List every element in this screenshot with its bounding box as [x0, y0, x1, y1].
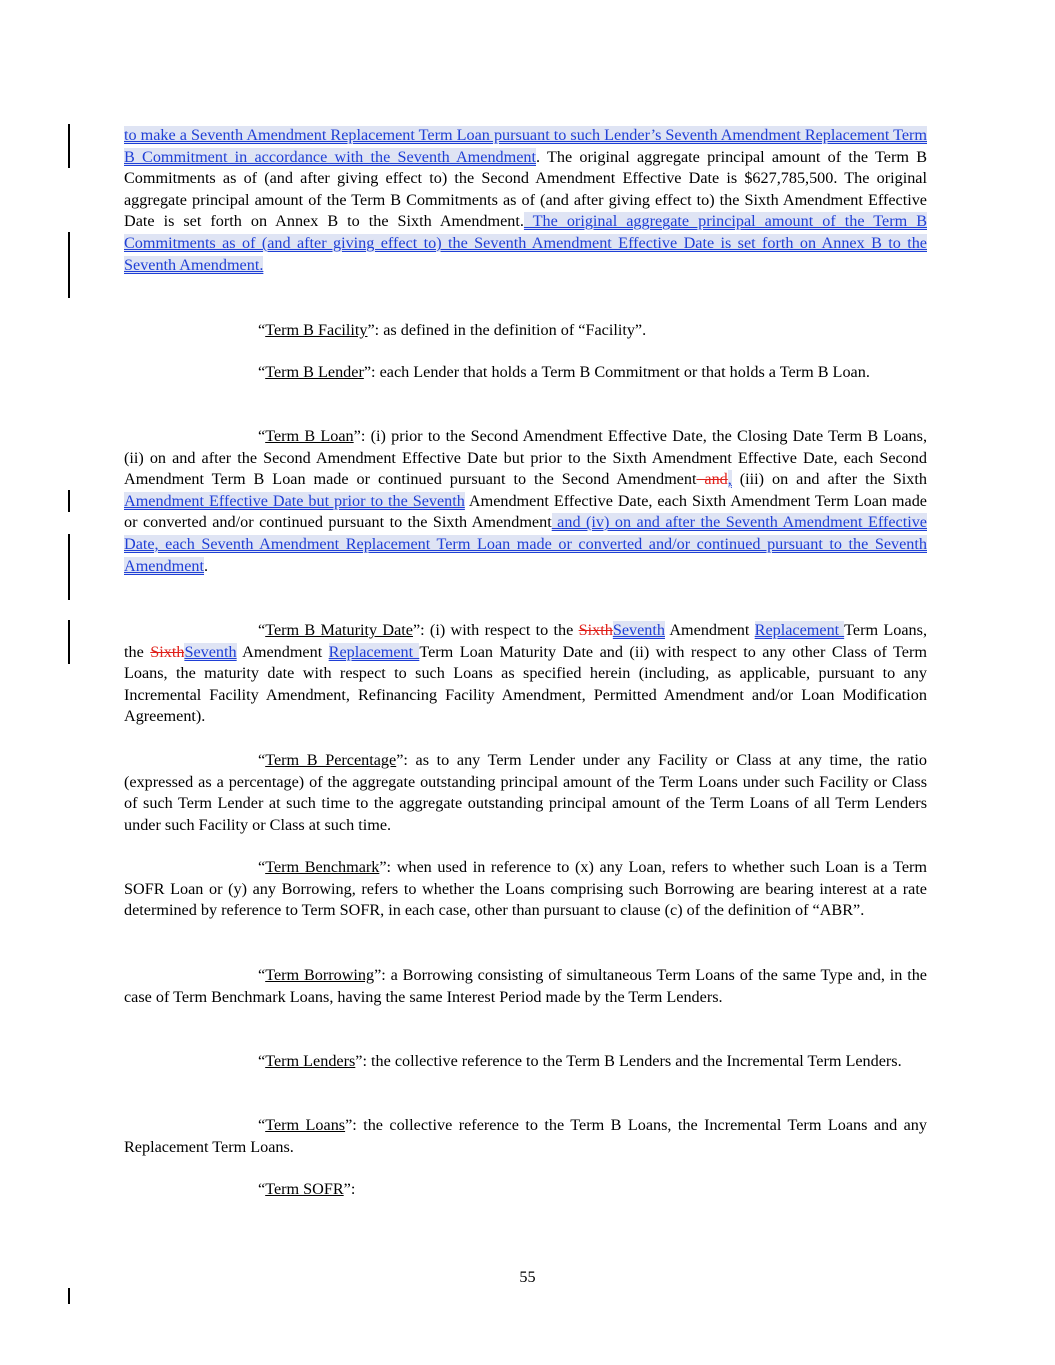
- defined-term: Term B Lender: [265, 363, 364, 381]
- definition-term-b-percentage: “Term B Percentage”: as to any Term Lender under any Facility or Class at any time, the ratio (expressed as a percentage) of the aggregate outstanding principal amount of the Term Loans under such Facility or Class of such Term Lender at such time to the aggregate outstanding principal amount of the Term Loans of all Term Lenders under such Facility or Class at such time.: [124, 751, 927, 834]
- change-bar: [68, 232, 70, 298]
- definition-term-b-facility: “Term B Facility”: as defined in the definition of “Facility”.: [258, 321, 647, 339]
- defined-term: Term SOFR: [265, 1180, 344, 1198]
- inserted-text: Seventh: [612, 621, 665, 639]
- inserted-text: ,: [727, 470, 732, 489]
- deleted-text: Sixth: [578, 621, 613, 639]
- deleted-text: and: [696, 470, 728, 489]
- inserted-text: Amendment Effective Date but prior to the Seventh: [124, 491, 465, 510]
- defined-term: Term B Facility: [265, 321, 368, 339]
- definition-term-lenders: “Term Lenders”: the collective reference to the Term B Lenders and the Incremental Term Lenders.: [258, 1052, 902, 1070]
- change-bar: [68, 490, 70, 512]
- inserted-text: Replacement: [328, 642, 420, 661]
- definition-term-loans: “Term Loans”: the collective reference to the Term B Loans, the Incremental Term Loans and any Replacement Term Loans.: [124, 1116, 927, 1156]
- defined-term: Term B Percentage: [265, 751, 397, 769]
- change-bar: [68, 1288, 70, 1304]
- change-bar: [68, 124, 70, 168]
- page-number: 55: [519, 1268, 536, 1286]
- definition-term-b-maturity-date: “Term B Maturity Date”: (i) with respect to the SixthSeventh Amendment Replacement Term Loans, the SixthSeventh Amendment Replacement Term Loan Maturity Date and (ii) with respect to any other Class of Term Loans, the maturity date with respect to such Loans as specified herein (including, as applicable, pursuant to any Incremental Facility Amendment, Refinancing Facility Amendment, Permitted Amendment and/or Loan Modification Agreement).: [124, 621, 927, 726]
- paragraph-term-b-commitment-cont: to make a Seventh Amendment Replacement Term Loan pursuant to such Lender’s Seventh Amendment Replacement Term B Commitment in accordance with the Seventh Amendment. The original aggregate principal amount of the Term B Commitments as of (and after giving effect to) the Second Amendment Effective Date is $627,785,500. The original aggregate principal amount of the Term B Commitments as of (and after giving effect to) the Sixth Amendment Effective Date is set forth on Annex B to the Sixth Amendment. The original aggregate principal amount of the Term B Commitments as of (and after giving effect to) the Seventh Amendment Effective Date is set forth on Annex B to the Seventh Amendment.: [124, 126, 927, 274]
- definition-term-borrowing: “Term Borrowing”: a Borrowing consisting of simultaneous Term Loans of the same Type and, in the case of Term Benchmark Loans, having the same Interest Period made by the Term Lenders.: [124, 966, 927, 1006]
- defined-term: Term B Maturity Date: [265, 621, 413, 639]
- inserted-text: Seventh: [184, 642, 237, 661]
- defined-term: Term Benchmark: [265, 858, 380, 876]
- defined-term: Term Lenders: [265, 1052, 356, 1070]
- deleted-text: Sixth: [150, 642, 185, 661]
- inserted-text: Replacement: [754, 621, 845, 639]
- inserted-text: and (iv) on and after the Seventh Amendment Effective Date, each Seventh Amendment Replacement Term Loan made or converted and/or continued pursuant to the Seventh Amendment: [124, 513, 927, 575]
- definition-term-b-loan: “Term B Loan”: (i) prior to the Second Amendment Effective Date, the Closing Date Term B Loans, (ii) on and after the Second Amendment Effective Date but prior to the Sixth Amendment Effective Date, each Second Amendment Term B Loan made or continued pursuant to the Second Amendment and, (iii) on and after the Sixth Amendment Effective Date but prior to the Seventh Amendment Effective Date, each Sixth Amendment Term Loan made or converted and/or continued pursuant to the Sixth Amendment and (iv) on and after the Seventh Amendment Effective Date, each Seventh Amendment Replacement Term Loan made or converted and/or continued pursuant to the Seventh Amendment.: [124, 427, 927, 575]
- change-bar: [68, 534, 70, 600]
- change-bar: [68, 620, 70, 664]
- definition-term-benchmark: “Term Benchmark”: when used in reference to (x) any Loan, refers to whether such Loan is a Term SOFR Loan or (y) any Borrowing, refers to whether the Loans comprising such Borrowing are bearing interest at a rate determined by reference to Term SOFR, in each case, other than pursuant to clause (c) of the definition of “ABR”.: [124, 858, 927, 920]
- definition-term-sofr: “Term SOFR”:: [258, 1180, 356, 1198]
- definition-term-b-lender: “Term B Lender”: each Lender that holds a Term B Commitment or that holds a Term B Loan.: [258, 363, 870, 381]
- defined-term: Term B Loan: [265, 427, 354, 445]
- inserted-text: to make a Seventh Amendment Replacement Term Loan pursuant to such Lender’s Seventh Amendment Replacement Term B Commitment in accordance with the Seventh Amendment: [124, 126, 927, 166]
- defined-term: Term Borrowing: [265, 966, 375, 984]
- inserted-text: The original aggregate principal amount of the Term B Commitments as of (and after giving effect to) the Seventh Amendment Effective Date is set forth on Annex B to the Seventh Amendment.: [124, 212, 927, 274]
- defined-term: Term Loans: [265, 1116, 346, 1134]
